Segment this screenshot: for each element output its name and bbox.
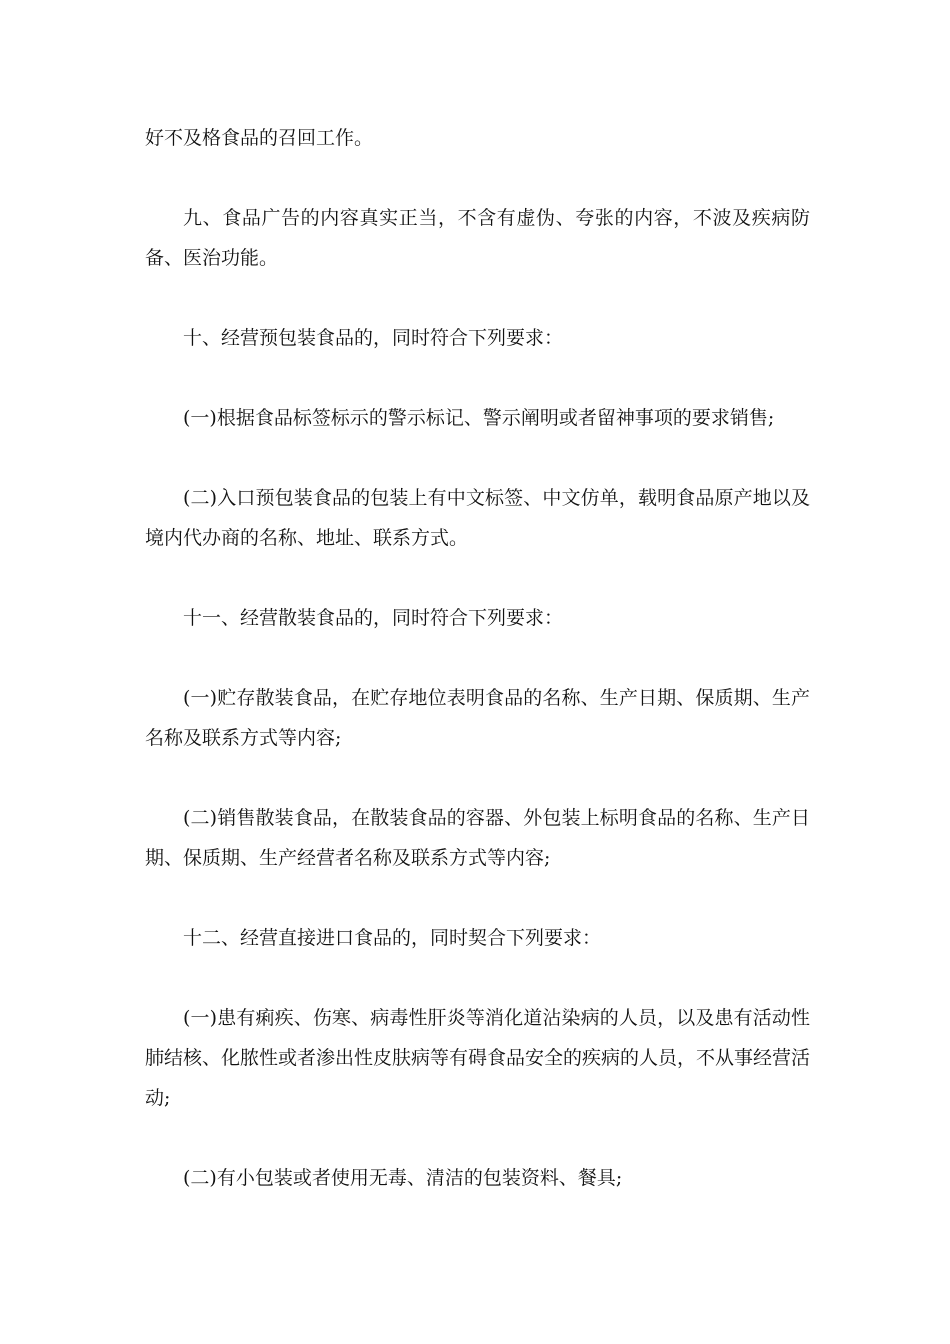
paragraph-item-10-sub-1: (一)根据食品标签标示的警示标记、警示阐明或者留神事项的要求销售; (183, 407, 775, 429)
paragraph-item-11: 十一、经营散装食品的，同时符合下列要求： (183, 607, 564, 629)
paragraph-item-9: 九、食品广告的内容真实正当，不含有虚伪、夸张的内容，不波及疾病防备、医治功能。 (145, 207, 810, 269)
paragraph-item-10-sub-2: (二)入口预包装食品的包装上有中文标签、中文仿单，载明食品原产地以及境内代办商的名称、地址、联系方式。 (145, 487, 810, 549)
paragraph-item-12-sub-1: (一)患有痢疾、伤寒、病毒性肝炎等消化道沾染病的人员，以及患有活动性肺结核、化脓性或者渗出性皮肤病等有碍食品安全的疾病的人员，不从事经营活动; (145, 1007, 811, 1109)
paragraph-item-12-sub-2: (二)有小包装或者使用无毒、清洁的包装资料、餐具; (183, 1167, 623, 1189)
paragraph-item-11-sub-2: (二)销售散装食品，在散装食品的容器、外包装上标明食品的名称、生产日期、保质期、生产经营者名称及联系方式等内容; (145, 807, 810, 869)
paragraph-item-11-sub-1: (一)贮存散装食品，在贮存地位表明食品的名称、生产日期、保质期、生产名称及联系方式等内容; (145, 687, 810, 749)
paragraph-recall-continuation: 好不及格食品的召回工作。 (145, 127, 374, 149)
paragraph-item-12: 十二、经营直接进口食品的，同时契合下列要求： (183, 927, 602, 949)
paragraph-item-10: 十、经营预包装食品的，同时符合下列要求： (183, 327, 564, 349)
